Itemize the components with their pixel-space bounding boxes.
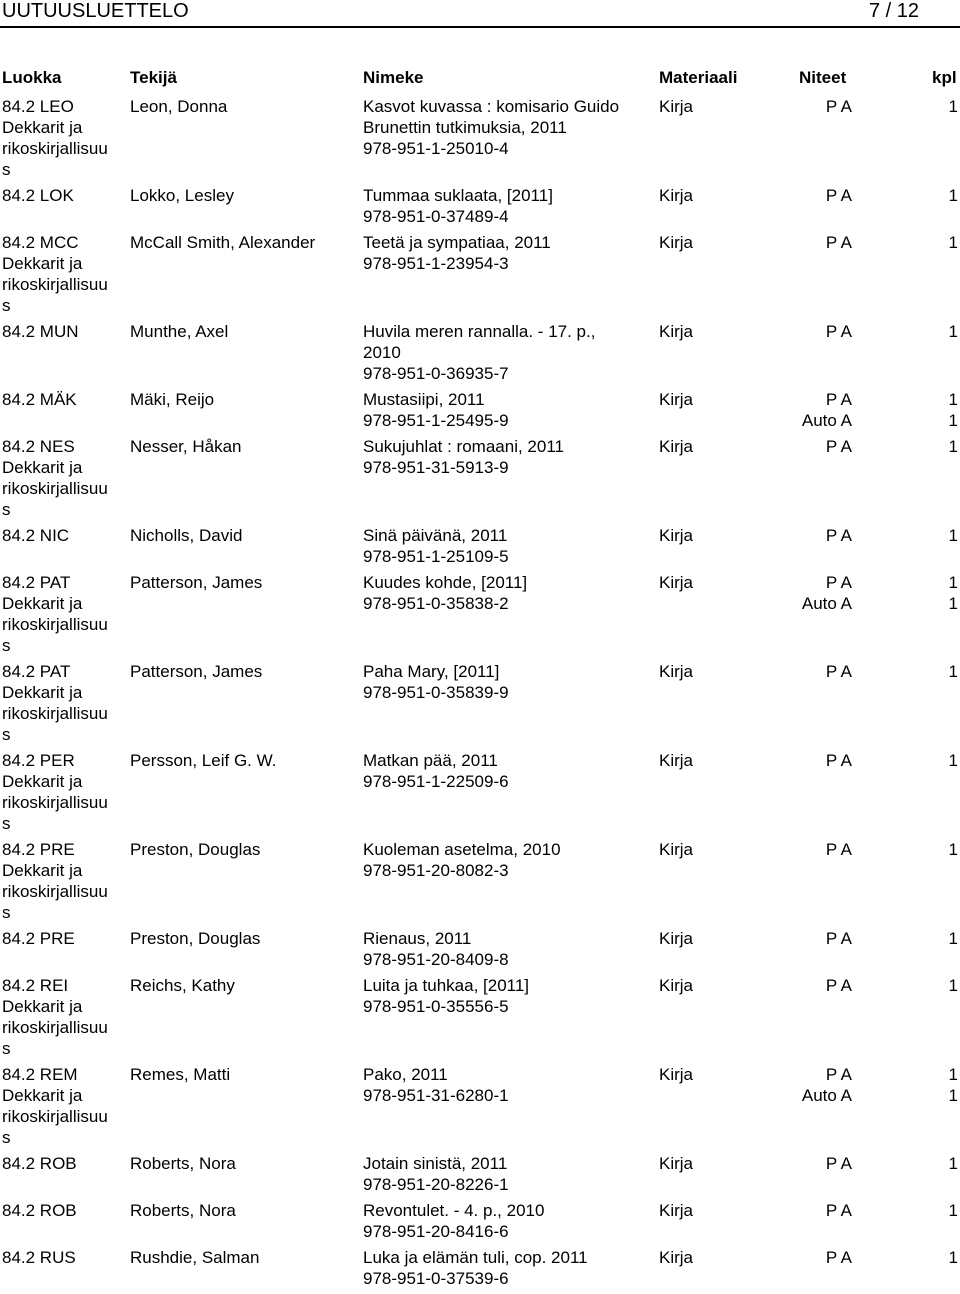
holding-location: P A [825, 233, 852, 252]
luokka-line: s [2, 636, 11, 655]
luokka-line: s [2, 725, 11, 744]
luokka-line: Dekkarit ja [2, 1086, 83, 1105]
nimeke-cell [363, 661, 509, 703]
luokka-cell [2, 1064, 126, 1148]
tekija-cell: Remes, Matti [130, 1065, 231, 1084]
list-item [0, 750, 960, 839]
luokka-line: Dekkarit ja [2, 118, 83, 137]
list-item [0, 839, 960, 928]
holding-line [760, 410, 960, 431]
catalog-list [0, 96, 960, 1294]
tekija-cell: Roberts, Nora [130, 1154, 236, 1173]
holding-count: 1 [948, 594, 958, 613]
luokka-line: Dekkarit ja [2, 997, 83, 1016]
materiaali-cell: Kirja [659, 662, 694, 681]
tekija-cell: Patterson, James [130, 573, 263, 592]
nimeke-line: 978-951-1-25109-5 [363, 547, 509, 566]
luokka-line: 84.2 MÄK [2, 390, 77, 409]
nimeke-cell [363, 975, 529, 1017]
luokka-line: 84.2 PRE [2, 929, 75, 948]
niteet-cell [760, 750, 960, 771]
luokka-cell [2, 321, 126, 342]
holding-count: 1 [948, 1154, 958, 1173]
holding-count: 1 [948, 186, 958, 205]
holding-location: Auto A [801, 1086, 852, 1105]
luokka-cell [2, 975, 126, 1059]
holding-line [760, 750, 960, 771]
nimeke-line: 978-951-0-36935-7 [363, 364, 509, 383]
holding-line [760, 1064, 960, 1085]
nimeke-cell [363, 436, 564, 478]
tekija-cell: Nicholls, David [130, 526, 243, 545]
holding-line [760, 661, 960, 682]
luokka-cell [2, 436, 126, 520]
luokka-line: rikoskirjallisuu [2, 793, 108, 812]
niteet-cell [760, 928, 960, 949]
page-title: UUTUUSLUETTELO [2, 0, 189, 22]
luokka-cell [2, 96, 126, 180]
holding-location: P A [825, 390, 852, 409]
nimeke-cell [363, 750, 509, 792]
holding-line [760, 593, 960, 614]
nimeke-line: Sukujuhlat : romaani, 2011 [363, 437, 564, 456]
holding-count: 1 [948, 751, 958, 770]
tekija-cell: Lokko, Lesley [130, 186, 234, 205]
holding-location: P A [825, 976, 852, 995]
holding-count: 1 [948, 1086, 958, 1105]
luokka-line: 84.2 LEO [2, 97, 74, 116]
nimeke-line: Teetä ja sympatiaa, 2011 [363, 233, 551, 252]
luokka-line: 84.2 ROB [2, 1201, 77, 1220]
materiaali-cell: Kirja [659, 437, 694, 456]
header-nimeke: Nimeke [363, 68, 424, 87]
holding-count: 1 [948, 1248, 958, 1267]
holding-line [760, 1200, 960, 1221]
holding-line [760, 321, 960, 342]
header-niteet: Niteet [799, 68, 847, 87]
holding-line [760, 928, 960, 949]
luokka-cell [2, 525, 126, 546]
luokka-line: 84.2 NIC [2, 526, 70, 545]
materiaali-cell: Kirja [659, 233, 694, 252]
nimeke-line: 2010 [363, 343, 401, 362]
luokka-line: 84.2 LOK [2, 186, 74, 205]
holding-count: 1 [948, 929, 958, 948]
tekija-cell: Patterson, James [130, 662, 263, 681]
page-number: 7 / 12 [869, 0, 920, 22]
nimeke-line: 978-951-1-25495-9 [363, 411, 509, 430]
niteet-cell [760, 525, 960, 546]
nimeke-cell [363, 1064, 509, 1106]
tekija-cell: Roberts, Nora [130, 1201, 236, 1220]
holding-location: P A [825, 573, 852, 592]
header-tekija: Tekijä [130, 68, 177, 87]
niteet-cell [760, 1153, 960, 1174]
materiaali-cell: Kirja [659, 573, 694, 592]
materiaali-cell: Kirja [659, 1065, 694, 1084]
nimeke-line: 978-951-0-35838-2 [363, 594, 509, 613]
holding-count: 1 [948, 390, 958, 409]
luokka-line: 84.2 REI [2, 976, 69, 995]
header-kpl: kpl [932, 68, 957, 87]
list-item [0, 1200, 960, 1247]
nimeke-cell [363, 928, 509, 970]
holding-location: P A [825, 97, 852, 116]
luokka-cell [2, 928, 126, 949]
nimeke-cell [363, 1247, 588, 1289]
niteet-cell [760, 661, 960, 682]
list-item [0, 928, 960, 975]
tekija-cell: Persson, Leif G. W. [130, 751, 277, 770]
luokka-line: rikoskirjallisuu [2, 615, 108, 634]
materiaali-cell: Kirja [659, 186, 694, 205]
holding-count: 1 [948, 97, 958, 116]
nimeke-line: 978-951-20-8082-3 [363, 861, 509, 880]
luokka-cell [2, 839, 126, 923]
nimeke-line: Luita ja tuhkaa, [2011] [363, 976, 530, 995]
nimeke-line: 978-951-1-25010-4 [363, 139, 509, 158]
luokka-line: rikoskirjallisuu [2, 1018, 108, 1037]
holding-count: 1 [948, 437, 958, 456]
niteet-cell [760, 389, 960, 431]
nimeke-cell [363, 839, 561, 881]
nimeke-line: 978-951-1-22509-6 [363, 772, 509, 791]
holding-count: 1 [948, 1065, 958, 1084]
luokka-line: Dekkarit ja [2, 861, 83, 880]
holding-line [760, 1247, 960, 1268]
nimeke-line: Brunettin tutkimuksia, 2011 [363, 118, 567, 137]
list-item [0, 232, 960, 321]
nimeke-line: 978-951-0-35556-5 [363, 997, 509, 1016]
nimeke-line: 978-951-0-35839-9 [363, 683, 509, 702]
holding-location: P A [825, 1065, 852, 1084]
holding-line [760, 839, 960, 860]
luokka-cell [2, 232, 126, 316]
tekija-cell: McCall Smith, Alexander [130, 233, 316, 252]
nimeke-cell [363, 232, 551, 274]
luokka-cell [2, 661, 126, 745]
niteet-cell [760, 1247, 960, 1268]
nimeke-cell [363, 1153, 509, 1195]
list-item [0, 975, 960, 1064]
nimeke-line: Revontulet. - 4. p., 2010 [363, 1201, 545, 1220]
holding-location: P A [825, 840, 852, 859]
holding-location: Auto A [801, 411, 852, 430]
holding-count: 1 [948, 1201, 958, 1220]
header-rule [0, 26, 960, 28]
luokka-line: s [2, 1039, 11, 1058]
materiaali-cell: Kirja [659, 1154, 694, 1173]
luokka-line: rikoskirjallisuu [2, 704, 108, 723]
luokka-line: s [2, 814, 11, 833]
nimeke-line: Mustasiipi, 2011 [363, 390, 485, 409]
niteet-cell [760, 96, 960, 117]
holding-count: 1 [948, 411, 958, 430]
materiaali-cell: Kirja [659, 751, 694, 770]
materiaali-cell: Kirja [659, 322, 694, 341]
niteet-cell [760, 839, 960, 860]
nimeke-line: 978-951-0-37489-4 [363, 207, 509, 226]
luokka-line: s [2, 903, 11, 922]
list-item [0, 661, 960, 750]
luokka-line: s [2, 500, 11, 519]
materiaali-cell: Kirja [659, 97, 694, 116]
luokka-line: s [2, 296, 11, 315]
holding-location: Auto A [801, 594, 852, 613]
luokka-line: rikoskirjallisuu [2, 479, 108, 498]
nimeke-cell [363, 185, 553, 227]
list-item [0, 185, 960, 232]
tekija-cell: Nesser, Håkan [130, 437, 242, 456]
luokka-cell [2, 389, 126, 410]
materiaali-cell: Kirja [659, 390, 694, 409]
holding-line [760, 232, 960, 253]
nimeke-line: 978-951-20-8226-1 [363, 1175, 509, 1194]
tekija-cell: Preston, Douglas [130, 929, 261, 948]
nimeke-line: Kuudes kohde, [2011] [363, 573, 528, 592]
nimeke-line: Jotain sinistä, 2011 [363, 1154, 508, 1173]
niteet-cell [760, 321, 960, 342]
luokka-line: Dekkarit ja [2, 772, 83, 791]
luokka-line: rikoskirjallisuu [2, 1107, 108, 1126]
niteet-cell [760, 1064, 960, 1106]
tekija-cell: Munthe, Axel [130, 322, 229, 341]
holding-location: P A [825, 1201, 852, 1220]
nimeke-cell [363, 96, 619, 159]
nimeke-cell [363, 321, 595, 384]
materiaali-cell: Kirja [659, 976, 694, 995]
luokka-line: 84.2 REM [2, 1065, 78, 1084]
holding-line [760, 389, 960, 410]
nimeke-line: Kasvot kuvassa : komisario Guido [363, 97, 620, 116]
luokka-line: 84.2 PER [2, 751, 75, 770]
holding-line [760, 436, 960, 457]
tekija-cell: Preston, Douglas [130, 840, 261, 859]
nimeke-line: 978-951-20-8416-6 [363, 1222, 509, 1241]
holding-count: 1 [948, 573, 958, 592]
luokka-line: Dekkarit ja [2, 594, 83, 613]
nimeke-line: Paha Mary, [2011] [363, 662, 500, 681]
nimeke-line: Pako, 2011 [363, 1065, 448, 1084]
luokka-line: Dekkarit ja [2, 254, 83, 273]
luokka-line: s [2, 1128, 11, 1147]
header-materiaali: Materiaali [659, 68, 738, 87]
tekija-cell: Rushdie, Salman [130, 1248, 260, 1267]
header-luokka: Luokka [2, 68, 62, 87]
materiaali-cell: Kirja [659, 840, 694, 859]
holding-location: P A [825, 322, 852, 341]
holding-count: 1 [948, 233, 958, 252]
nimeke-cell [363, 389, 509, 431]
luokka-line: 84.2 PAT [2, 662, 71, 681]
luokka-line: 84.2 NES [2, 437, 75, 456]
holding-location: P A [825, 526, 852, 545]
nimeke-line: 978-951-31-6280-1 [363, 1086, 509, 1105]
nimeke-line: Huvila meren rannalla. - 17. p., [363, 322, 596, 341]
list-item [0, 1064, 960, 1153]
nimeke-line: Luka ja elämän tuli, cop. 2011 [363, 1248, 588, 1267]
nimeke-line: Matkan pää, 2011 [363, 751, 498, 770]
holding-line [760, 185, 960, 206]
luokka-cell [2, 1200, 126, 1221]
luokka-line: 84.2 RUS [2, 1248, 76, 1267]
tekija-cell: Mäki, Reijo [130, 390, 215, 409]
nimeke-line: Rienaus, 2011 [363, 929, 472, 948]
holding-location: P A [825, 751, 852, 770]
list-item [0, 436, 960, 525]
holding-location: P A [825, 1154, 852, 1173]
nimeke-cell [363, 572, 527, 614]
list-item [0, 321, 960, 389]
materiaali-cell: Kirja [659, 929, 694, 948]
luokka-cell [2, 185, 126, 206]
luokka-cell [2, 750, 126, 834]
holding-count: 1 [948, 322, 958, 341]
nimeke-line: Sinä päivänä, 2011 [363, 526, 508, 545]
holding-location: P A [825, 1248, 852, 1267]
materiaali-cell: Kirja [659, 1201, 694, 1220]
holding-count: 1 [948, 526, 958, 545]
luokka-cell [2, 1247, 126, 1268]
list-item [0, 572, 960, 661]
nimeke-line: Kuoleman asetelma, 2010 [363, 840, 561, 859]
materiaali-cell: Kirja [659, 526, 694, 545]
holding-line [760, 1085, 960, 1106]
nimeke-cell [363, 1200, 544, 1242]
luokka-line: 84.2 ROB [2, 1154, 77, 1173]
page-header [0, 0, 960, 34]
niteet-cell [760, 232, 960, 253]
column-headers [0, 68, 960, 88]
nimeke-line: 978-951-0-37539-6 [363, 1269, 509, 1288]
luokka-line: rikoskirjallisuu [2, 882, 108, 901]
niteet-cell [760, 436, 960, 457]
holding-count: 1 [948, 662, 958, 681]
luokka-line: 84.2 PRE [2, 840, 75, 859]
nimeke-line: Tummaa suklaata, [2011] [363, 186, 553, 205]
holding-location: P A [825, 186, 852, 205]
tekija-cell: Reichs, Kathy [130, 976, 235, 995]
nimeke-cell [363, 525, 509, 567]
list-item [0, 1153, 960, 1200]
niteet-cell [760, 185, 960, 206]
niteet-cell [760, 1200, 960, 1221]
materiaali-cell: Kirja [659, 1248, 694, 1267]
holding-line [760, 1153, 960, 1174]
tekija-cell: Leon, Donna [130, 97, 228, 116]
niteet-cell [760, 572, 960, 614]
holding-location: P A [825, 929, 852, 948]
holding-line [760, 525, 960, 546]
list-item [0, 1247, 960, 1294]
luokka-line: rikoskirjallisuu [2, 275, 108, 294]
luokka-line: Dekkarit ja [2, 458, 83, 477]
nimeke-line: 978-951-20-8409-8 [363, 950, 509, 969]
list-item [0, 96, 960, 185]
luokka-line: Dekkarit ja [2, 683, 83, 702]
holding-count: 1 [948, 976, 958, 995]
holding-line [760, 975, 960, 996]
nimeke-line: 978-951-31-5913-9 [363, 458, 509, 477]
luokka-cell [2, 1153, 126, 1174]
holding-location: P A [825, 437, 852, 456]
nimeke-line: 978-951-1-23954-3 [363, 254, 509, 273]
luokka-line: 84.2 PAT [2, 573, 71, 592]
luokka-line: s [2, 160, 11, 179]
luokka-line: rikoskirjallisuu [2, 139, 108, 158]
luokka-line: 84.2 MCC [2, 233, 79, 252]
holding-line [760, 572, 960, 593]
list-item [0, 525, 960, 572]
luokka-cell [2, 572, 126, 656]
luokka-line: 84.2 MUN [2, 322, 79, 341]
holding-line [760, 96, 960, 117]
holding-location: P A [825, 662, 852, 681]
holding-count: 1 [948, 840, 958, 859]
niteet-cell [760, 975, 960, 996]
list-item [0, 389, 960, 436]
